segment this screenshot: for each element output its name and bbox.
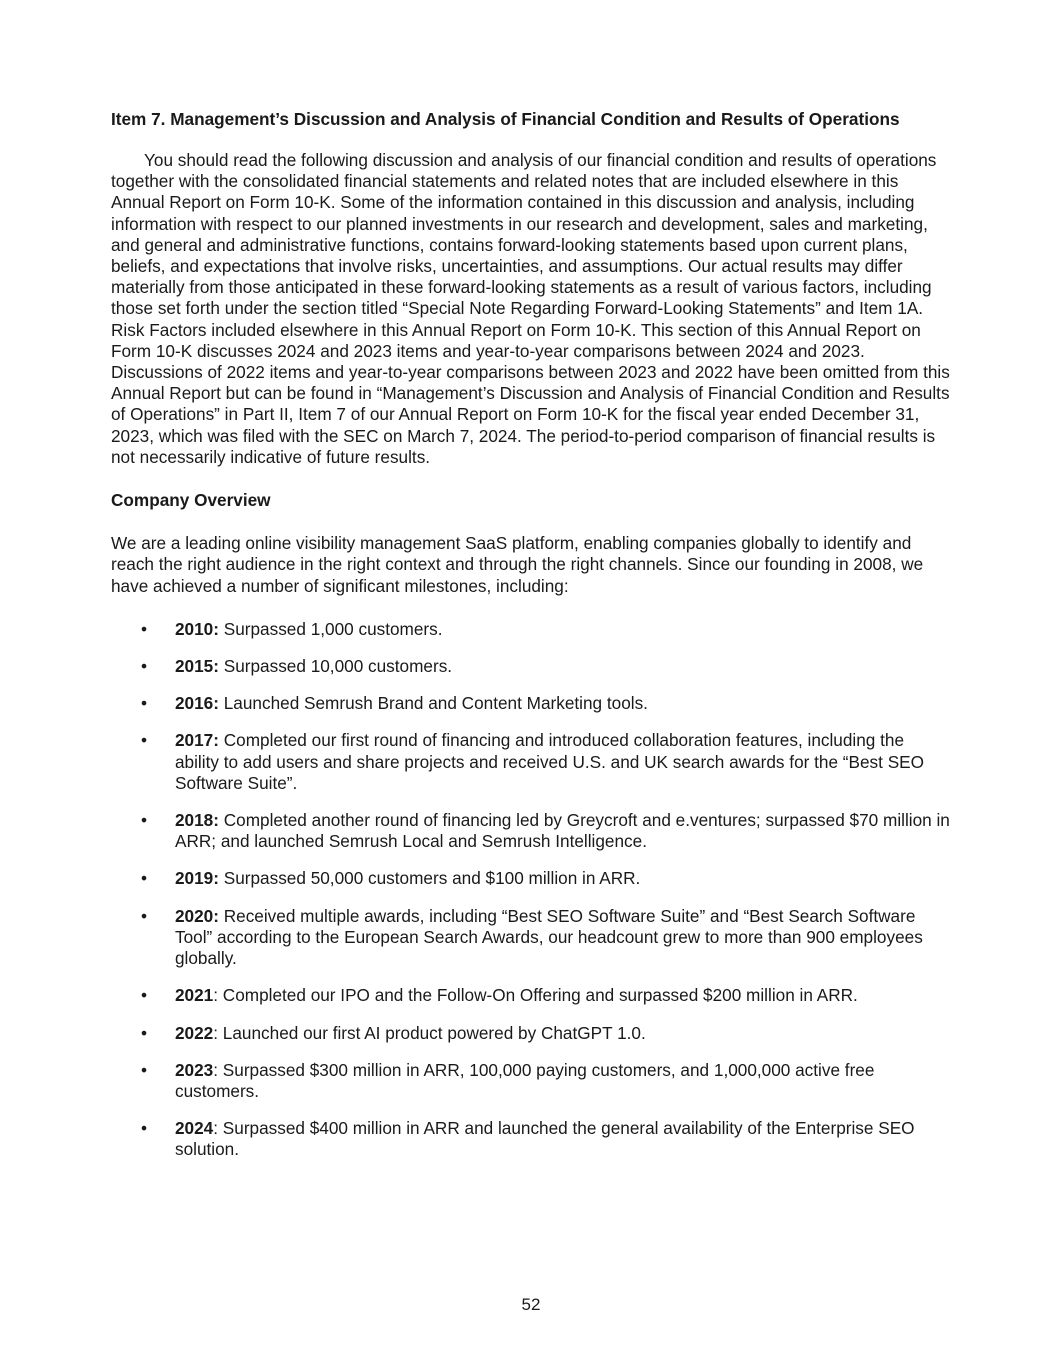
milestone-year: 2020: — [175, 905, 219, 926]
milestone-text: Surpassed 10,000 customers. — [218, 656, 453, 677]
list-item — [111, 985, 951, 1006]
document-body — [111, 108, 951, 1177]
milestone-year: 2017: — [175, 730, 219, 751]
list-item — [111, 906, 951, 970]
milestone-text: Received multiple awards, including “Best SEO Software Suite” and “Best Search Software Tool” according to the European Search Awards, our headcount grew to more than 900 employees globally. — [175, 905, 923, 969]
overview-paragraph: We are a leading online visibility management SaaS platform, enabling companies globally to identify and reach the right audience in the right context and through the right channels. Since our founding in 2008, we have achieved a number of significant milestones, including: — [111, 533, 924, 596]
milestone-year: 2015: — [175, 656, 219, 677]
milestone-text: : Surpassed $300 million in ARR, 100,000 paying customers, and 1,000,000 active free customers. — [175, 1059, 875, 1101]
list-item — [111, 868, 951, 889]
milestone-year: 2019: — [175, 868, 219, 889]
milestone-year: 2024 — [175, 1118, 214, 1139]
page-number: 52 — [521, 1295, 541, 1314]
bullet-icon: • — [141, 618, 148, 639]
milestone-text: Launched Semrush Brand and Content Marketing tools. — [218, 693, 648, 714]
list-item — [111, 693, 951, 714]
bullet-icon: • — [141, 905, 148, 926]
milestone-year: 2022 — [175, 1022, 214, 1043]
bullet-icon: • — [141, 1118, 148, 1139]
milestone-text: Completed another round of financing led by Greycroft and e.ventures; surpassed $70 million in ARR; and launched Semrush Local and Semrush Intelligence. — [175, 810, 950, 852]
milestone-text: : Surpassed $400 million in ARR and launched the general availability of the Enterprise SEO solution. — [175, 1118, 915, 1160]
milestone-year: 2010: — [175, 618, 219, 639]
list-item — [111, 1118, 951, 1160]
intro-paragraph: You should read the following discussion and analysis of our financial condition and results of operations together with the consolidated financial statements and related notes that are included elsewhere in this Annual Report on Form 10-K. Some of the information contained in this discussion and analysis, including information with respect to our planned investments in our research and development, sales and marketing, and general and administrative functions, contains forward-looking statements based upon current plans, beliefs, and expectations that involve risks, uncertainties, and assumptions. Our actual results may differ materially from those anticipated in these forward-looking statements as a result of various factors, including those set forth under the section titled “Special Note Regarding Forward-Looking Statements” and Item 1A. Risk Factors included elsewhere in this Annual Report on Form 10-K. This section of this Annual Report on Form 10-K discusses 2024 and 2023 items and year-to-year comparisons between 2024 and 2023. Discussions of 2022 items and year-to-year comparisons between 2023 and 2022 have been omitted from this Annual Report but can be found in “Management’s Discussion and Analysis of Financial Condition and Results of Operations” in Part II, Item 7 of our Annual Report on Form 10-K for the fiscal year ended December 31, 2023, which was filed with the SEC on March 7, 2024. The period-to-period comparison of financial results is not necessarily indicative of future results. — [111, 150, 950, 467]
milestone-year: 2021 — [175, 985, 214, 1006]
list-item — [111, 619, 951, 640]
bullet-icon: • — [141, 810, 148, 831]
bullet-icon: • — [141, 985, 148, 1006]
list-item — [111, 810, 951, 852]
bullet-icon: • — [141, 730, 148, 751]
milestone-text: Surpassed 50,000 customers and $100 million in ARR. — [218, 868, 641, 889]
section-title: Company Overview — [111, 490, 271, 511]
page-title: Item 7. Management’s Discussion and Analysis of Financial Condition and Results of Operations — [111, 109, 900, 129]
milestone-text: : Launched our first AI product powered by ChatGPT 1.0. — [213, 1022, 646, 1043]
bullet-icon: • — [141, 693, 148, 714]
milestone-list — [111, 619, 951, 1161]
milestone-text: Completed our first round of financing and introduced collaboration features, including the ability to add users and share projects and received U.S. and UK search awards for the “Best SEO Software Suite”. — [175, 730, 924, 793]
list-item — [111, 1023, 951, 1044]
list-item — [111, 730, 951, 794]
milestone-year: 2016: — [175, 693, 219, 714]
milestone-year: 2023 — [175, 1059, 214, 1080]
bullet-icon: • — [141, 1022, 148, 1043]
bullet-icon: • — [141, 868, 148, 889]
milestone-text: Surpassed 1,000 customers. — [218, 618, 443, 639]
list-item — [111, 1060, 951, 1102]
bullet-icon: • — [141, 1059, 148, 1080]
list-item — [111, 656, 951, 677]
bullet-icon: • — [141, 656, 148, 677]
milestone-text: : Completed our IPO and the Follow-On Offering and surpassed $200 million in ARR. — [213, 985, 858, 1006]
milestone-year: 2018: — [175, 810, 219, 831]
